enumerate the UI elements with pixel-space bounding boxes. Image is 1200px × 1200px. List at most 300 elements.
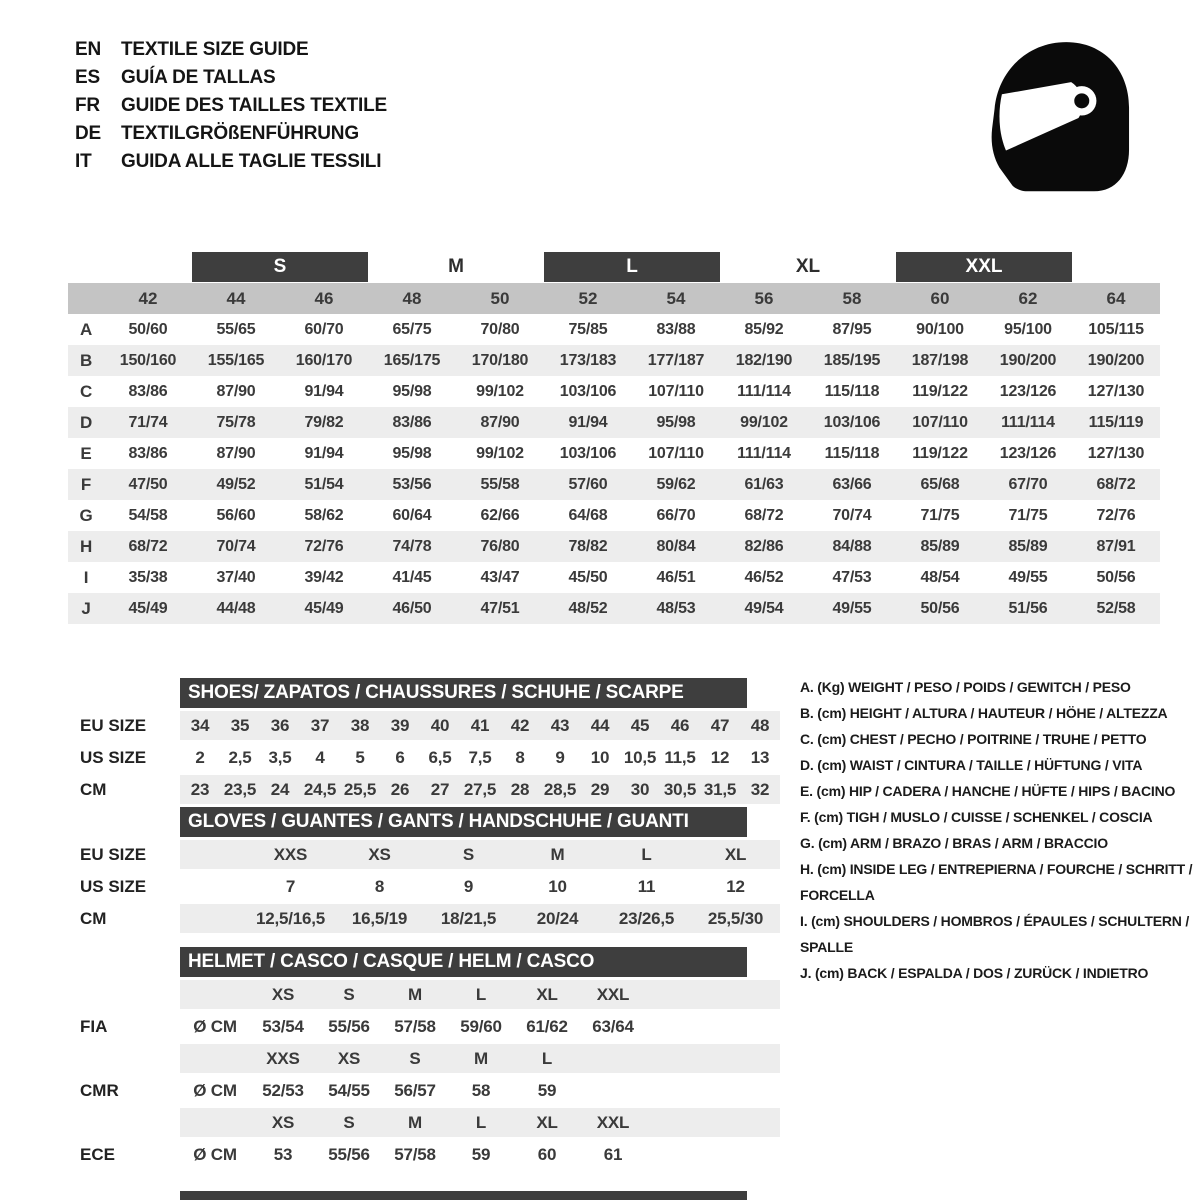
shoe-us-size: 5 xyxy=(355,747,365,767)
size-value: 75/78 xyxy=(216,413,256,431)
size-label-s: S xyxy=(192,252,368,282)
size-value: 47/53 xyxy=(832,568,872,586)
size-value: 115/118 xyxy=(824,382,880,400)
legend-item: H. (cm) INSIDE LEG / ENTREPIERNA / FOURCHE / SCHRITT / FORCELLA xyxy=(800,861,1193,903)
helmet-cmr-sizes-row xyxy=(68,1044,782,1073)
textile-size-table xyxy=(68,252,1160,624)
fia-size: XS xyxy=(271,984,295,1004)
gloves-us-row xyxy=(68,872,782,901)
legend-item: A. (Kg) WEIGHT / PESO / POIDS / GEWITCH / PESO xyxy=(800,679,1131,695)
diameter-label: Ø CM xyxy=(193,1144,237,1164)
measurement-row-H xyxy=(68,531,1160,562)
shoe-us-size: 2 xyxy=(195,747,205,767)
shoe-cm-value: 27 xyxy=(430,779,450,799)
shoes-us-sizes xyxy=(180,743,780,772)
size-value: 107/110 xyxy=(912,413,968,431)
glove-cm-value: 18/21,5 xyxy=(440,908,497,928)
size-value: 170/180 xyxy=(471,351,529,369)
shoe-us-size: 9 xyxy=(555,747,565,767)
size-value: 62/66 xyxy=(480,506,520,524)
diameter-label: Ø CM xyxy=(193,1080,237,1100)
size-value: 51/54 xyxy=(304,475,344,493)
language-row xyxy=(75,120,387,148)
glove-us-size: 8 xyxy=(374,876,385,896)
size-value: 103/106 xyxy=(559,382,617,400)
language-code: EN xyxy=(75,39,101,60)
row-letter: E xyxy=(80,443,92,463)
gloves-table xyxy=(68,807,782,933)
row-letter: G xyxy=(79,505,93,525)
size-value: 155/165 xyxy=(207,351,265,369)
gloves-eu-row xyxy=(68,840,782,869)
shoe-us-size: 8 xyxy=(515,747,525,767)
size-label-m: M xyxy=(448,256,464,277)
size-value: 187/198 xyxy=(911,351,969,369)
shoe-eu-size: 38 xyxy=(350,715,370,735)
shoe-cm-value: 25,5 xyxy=(343,779,377,799)
measurement-row-D xyxy=(68,407,1160,438)
gloves-us-sizes xyxy=(180,872,780,901)
size-value: 46/51 xyxy=(656,568,696,586)
spacer xyxy=(68,807,180,837)
language-row xyxy=(75,148,387,176)
cmr-value: 54/55 xyxy=(328,1080,370,1100)
shoe-eu-size: 45 xyxy=(630,715,650,735)
shoe-us-size: 11,5 xyxy=(664,747,696,767)
language-row xyxy=(75,64,387,92)
spacer xyxy=(68,947,180,977)
numeric-size: 52 xyxy=(578,288,598,308)
helmet-fia-values-row xyxy=(68,1012,782,1041)
shoe-eu-size: 41 xyxy=(470,715,490,735)
ece-sizes xyxy=(180,1108,780,1137)
size-value: 35/38 xyxy=(128,568,168,586)
legend-item: D. (cm) WAIST / CINTURA / TAILLE / HÜFTUNG / VITA xyxy=(800,757,1143,773)
numeric-size: 62 xyxy=(1018,288,1038,308)
measurement-row-A xyxy=(68,314,1160,345)
shoe-cm-value: 31,5 xyxy=(703,779,737,799)
size-value: 91/94 xyxy=(304,382,344,400)
size-value: 75/85 xyxy=(568,320,608,338)
fia-values xyxy=(180,1012,780,1041)
spacer-cell xyxy=(68,283,104,314)
glove-us-size: 11 xyxy=(637,876,656,896)
size-value: 103/106 xyxy=(823,413,881,431)
fia-value: 63/64 xyxy=(592,1016,634,1036)
fia-value: 57/58 xyxy=(394,1016,436,1036)
size-value: 68/72 xyxy=(744,506,784,524)
glove-eu-size: XL xyxy=(724,844,747,864)
size-value: 91/94 xyxy=(304,444,344,462)
size-value: 84/88 xyxy=(832,537,872,555)
size-value: 57/60 xyxy=(568,475,608,493)
ece-size: M xyxy=(408,1112,422,1132)
glove-us-size: 7 xyxy=(285,876,296,896)
spacer-cell xyxy=(180,1108,250,1137)
size-value: 83/86 xyxy=(128,444,168,462)
size-value: 119/122 xyxy=(912,382,968,400)
ece-value: 55/56 xyxy=(328,1144,370,1164)
helmet-fia-sizes-row xyxy=(68,980,782,1009)
gloves-cm-values xyxy=(180,904,780,933)
size-value: 49/52 xyxy=(216,475,256,493)
size-value: 82/86 xyxy=(744,537,784,555)
shoe-eu-size: 47 xyxy=(710,715,730,735)
size-label-l: L xyxy=(544,252,720,282)
cmr-size: S xyxy=(409,1048,421,1068)
size-value: 85/89 xyxy=(1008,537,1048,555)
fia-label: FIA xyxy=(80,1016,108,1036)
size-value: 95/98 xyxy=(392,444,432,462)
size-value: 39/42 xyxy=(304,568,344,586)
shoe-eu-size: 37 xyxy=(310,715,330,735)
ece-value: 53 xyxy=(273,1144,293,1164)
size-value: 72/76 xyxy=(304,537,344,555)
glove-cm-value: 25,5/30 xyxy=(707,908,764,928)
shoe-cm-value: 24 xyxy=(270,779,290,799)
size-label-band xyxy=(68,252,1160,282)
size-value: 60/70 xyxy=(304,320,344,338)
ece-value: 61 xyxy=(603,1144,623,1164)
size-value: 50/60 xyxy=(128,320,168,338)
size-value: 173/183 xyxy=(559,351,617,369)
ece-value: 60 xyxy=(537,1144,557,1164)
gloves-title-bar: GLOVES / GUANTES / GANTS / HANDSCHUHE / GUANTI xyxy=(180,807,747,837)
measurement-legend xyxy=(800,674,1198,986)
size-value: 91/94 xyxy=(568,413,608,431)
accessory-tables xyxy=(68,678,782,1172)
size-value: 111/114 xyxy=(1001,413,1055,431)
size-value: 123/126 xyxy=(999,382,1057,400)
ece-value: 57/58 xyxy=(394,1144,436,1164)
numeric-size-row xyxy=(68,283,1160,314)
glove-us-size: 10 xyxy=(548,876,567,896)
shoe-cm-value: 29 xyxy=(590,779,610,799)
spacer-cell xyxy=(180,1044,250,1073)
size-value: 50/56 xyxy=(1096,568,1136,586)
guide-title: TEXTILGRÖßENFÜHRUNG xyxy=(121,123,359,144)
language-code: FR xyxy=(75,95,100,116)
ece-size: S xyxy=(343,1112,355,1132)
eu-size-label: EU SIZE xyxy=(80,844,147,864)
cmr-size: XS xyxy=(337,1048,361,1068)
size-value: 99/102 xyxy=(740,413,788,431)
helmet-header-row xyxy=(68,947,782,977)
shoe-eu-size: 34 xyxy=(190,715,210,735)
measurement-row-C xyxy=(68,376,1160,407)
size-value: 160/170 xyxy=(295,351,353,369)
glove-eu-size: L xyxy=(641,844,652,864)
language-code: DE xyxy=(75,123,101,144)
size-value: 119/122 xyxy=(912,444,968,462)
shoe-cm-value: 30,5 xyxy=(663,779,697,799)
language-code: IT xyxy=(75,151,92,172)
fia-size: M xyxy=(408,984,422,1004)
row-letter: H xyxy=(79,536,93,556)
shoe-us-size: 6,5 xyxy=(428,747,452,767)
spacer xyxy=(68,1044,180,1073)
size-value: 66/70 xyxy=(656,506,696,524)
shoe-cm-value: 32 xyxy=(750,779,770,799)
cmr-size: L xyxy=(541,1048,553,1068)
size-value: 49/55 xyxy=(1008,568,1048,586)
helmet-cmr-values-row xyxy=(68,1076,782,1105)
shoe-us-size: 3,5 xyxy=(268,747,292,767)
diameter-label: Ø CM xyxy=(193,1016,237,1036)
measurement-row-F xyxy=(68,469,1160,500)
shoe-eu-size: 35 xyxy=(230,715,250,735)
ece-label: ECE xyxy=(80,1144,115,1164)
helmet-title-bar: HELMET / CASCO / CASQUE / HELM / CASCO xyxy=(180,947,747,977)
size-value: 71/75 xyxy=(1008,506,1048,524)
ece-size: XL xyxy=(536,1112,558,1132)
size-value: 61/63 xyxy=(744,475,784,493)
shoe-cm-value: 30 xyxy=(630,779,650,799)
size-value: 48/52 xyxy=(568,599,608,617)
gloves-header-row xyxy=(68,807,782,837)
glove-us-size: 9 xyxy=(463,876,474,896)
fia-sizes xyxy=(180,980,780,1009)
size-value: 182/190 xyxy=(735,351,793,369)
shoe-eu-size: 39 xyxy=(390,715,410,735)
measurement-row-J xyxy=(68,593,1160,624)
size-value: 177/187 xyxy=(647,351,705,369)
size-value: 115/119 xyxy=(1088,413,1144,431)
size-value: 83/86 xyxy=(128,382,168,400)
shoe-eu-size: 44 xyxy=(590,715,610,735)
row-letter: C xyxy=(79,381,93,401)
cmr-value: 52/53 xyxy=(262,1080,304,1100)
size-value: 71/75 xyxy=(920,506,960,524)
numeric-size: 48 xyxy=(402,288,422,308)
size-value: 105/115 xyxy=(1088,320,1144,338)
shoes-table xyxy=(68,678,782,804)
size-value: 70/74 xyxy=(216,537,256,555)
size-value: 63/66 xyxy=(832,475,872,493)
numeric-size: 56 xyxy=(754,288,774,308)
shoes-eu-row xyxy=(68,711,782,740)
size-value: 58/62 xyxy=(304,506,344,524)
shoe-eu-size: 43 xyxy=(550,715,570,735)
size-value: 165/175 xyxy=(383,351,441,369)
shoes-us-row xyxy=(68,743,782,772)
shoe-eu-size: 46 xyxy=(670,715,690,735)
size-value: 80/84 xyxy=(656,537,696,555)
guide-title: TEXTILE SIZE GUIDE xyxy=(121,39,309,60)
measurement-row-I xyxy=(68,562,1160,593)
language-title-list xyxy=(75,36,387,176)
size-value: 72/76 xyxy=(1096,506,1136,524)
size-value: 68/72 xyxy=(128,537,168,555)
cm-label: CM xyxy=(80,779,107,799)
size-value: 103/106 xyxy=(559,444,617,462)
size-value: 68/72 xyxy=(1096,475,1136,493)
shoe-eu-size: 40 xyxy=(430,715,450,735)
glove-us-size: 12 xyxy=(726,876,745,896)
legend-item: G. (cm) ARM / BRAZO / BRAS / ARM / BRACCIO xyxy=(800,835,1108,851)
shoe-us-size: 10 xyxy=(590,747,610,767)
size-value: 46/50 xyxy=(392,599,432,617)
size-value: 55/58 xyxy=(480,475,520,493)
shoe-us-size: 2,5 xyxy=(228,747,252,767)
shoe-eu-size: 48 xyxy=(750,715,770,735)
size-value: 44/48 xyxy=(216,599,256,617)
size-value: 67/70 xyxy=(1008,475,1048,493)
legend-item: I. (cm) SHOULDERS / HOMBROS / ÉPAULES / SCHULTERN / SPALLE xyxy=(800,913,1190,955)
shoe-us-size: 7,5 xyxy=(468,747,492,767)
glove-cm-value: 23/26,5 xyxy=(618,908,675,928)
size-value: 190/200 xyxy=(1087,351,1145,369)
shoes-cm-values xyxy=(180,775,780,804)
size-value: 76/80 xyxy=(480,537,520,555)
cmr-value: 59 xyxy=(537,1080,557,1100)
numeric-size: 54 xyxy=(666,288,686,308)
language-code: ES xyxy=(75,67,100,88)
size-value: 107/110 xyxy=(648,382,704,400)
size-value: 111/114 xyxy=(737,382,791,400)
fia-value: 59/60 xyxy=(460,1016,502,1036)
numeric-size: 58 xyxy=(842,288,862,308)
size-value: 150/160 xyxy=(119,351,177,369)
gloves-cm-row xyxy=(68,904,782,933)
size-value: 64/68 xyxy=(568,506,608,524)
size-value: 45/49 xyxy=(304,599,344,617)
spacer xyxy=(68,1108,180,1137)
guide-title: GUIDE DES TAILLES TEXTILE xyxy=(121,95,387,116)
size-value: 45/50 xyxy=(568,568,608,586)
size-value: 50/56 xyxy=(920,599,960,617)
ece-size: XS xyxy=(271,1112,295,1132)
glove-cm-value: 12,5/16,5 xyxy=(255,908,326,928)
fia-size: XL xyxy=(536,984,558,1004)
shoe-cm-value: 26 xyxy=(390,779,410,799)
legend-item: E. (cm) HIP / CADERA / HANCHE / HÜFTE / HIPS / BACINO xyxy=(800,783,1176,799)
guide-title: GUIDA ALLE TAGLIE TESSILI xyxy=(121,151,382,172)
row-letter: A xyxy=(79,319,93,339)
fia-size: L xyxy=(475,984,487,1004)
size-value: 85/92 xyxy=(744,320,784,338)
size-value: 185/195 xyxy=(823,351,881,369)
row-letter: I xyxy=(83,567,89,587)
shoe-us-size: 13 xyxy=(750,747,770,767)
size-value: 52/58 xyxy=(1096,599,1136,617)
shoe-cm-value: 24,5 xyxy=(303,779,337,799)
size-value: 107/110 xyxy=(648,444,704,462)
row-letter: D xyxy=(79,412,93,432)
size-value: 70/74 xyxy=(832,506,872,524)
shoes-eu-sizes xyxy=(180,711,780,740)
size-value: 46/52 xyxy=(744,568,784,586)
spacer xyxy=(68,678,180,708)
size-value: 87/91 xyxy=(1096,537,1136,555)
size-value: 95/100 xyxy=(1004,320,1052,338)
size-value: 85/89 xyxy=(920,537,960,555)
measurement-rows xyxy=(68,314,1160,624)
size-value: 78/82 xyxy=(568,537,608,555)
helmet-ece-sizes-row xyxy=(68,1108,782,1137)
glove-eu-size: XS xyxy=(368,844,391,864)
us-size-label: US SIZE xyxy=(80,747,147,767)
size-value: 95/98 xyxy=(656,413,696,431)
shoe-cm-value: 27,5 xyxy=(463,779,497,799)
fia-size: XXL xyxy=(596,984,630,1004)
shoe-eu-size: 42 xyxy=(510,715,530,735)
row-letter: F xyxy=(80,474,92,494)
cmr-label: CMR xyxy=(80,1080,119,1100)
size-value: 47/50 xyxy=(128,475,168,493)
size-value: 49/54 xyxy=(744,599,784,617)
shoe-cm-value: 23 xyxy=(190,779,210,799)
cmr-sizes xyxy=(180,1044,780,1073)
size-value: 37/40 xyxy=(216,568,256,586)
size-value: 47/51 xyxy=(480,599,520,617)
numeric-size: 44 xyxy=(226,288,246,308)
shoe-us-size: 4 xyxy=(315,747,325,767)
shoes-title-bar: SHOES/ ZAPATOS / CHAUSSURES / SCHUHE / SCARPE xyxy=(180,678,747,708)
size-value: 59/62 xyxy=(656,475,696,493)
language-row xyxy=(75,92,387,120)
fia-value: 53/54 xyxy=(262,1016,304,1036)
size-value: 65/68 xyxy=(920,475,960,493)
ece-value: 59 xyxy=(471,1144,491,1164)
glove-cm-value: 20/24 xyxy=(536,908,579,928)
spacer-cell xyxy=(180,980,250,1009)
size-value: 115/118 xyxy=(824,444,880,462)
glove-eu-size: M xyxy=(550,844,565,864)
size-value: 55/65 xyxy=(216,320,256,338)
racing-helmet-icon xyxy=(975,34,1138,197)
size-value: 65/75 xyxy=(392,320,432,338)
us-size-label: US SIZE xyxy=(80,876,147,896)
fia-value: 55/56 xyxy=(328,1016,370,1036)
shoe-cm-value: 28 xyxy=(510,779,530,799)
size-value: 49/55 xyxy=(832,599,872,617)
numeric-size: 46 xyxy=(314,288,334,308)
glove-eu-size: XXS xyxy=(273,844,308,864)
size-value: 53/56 xyxy=(392,475,432,493)
helmet-table xyxy=(68,947,782,1169)
numeric-size: 60 xyxy=(930,288,950,308)
row-letter: B xyxy=(79,350,93,370)
size-value: 123/126 xyxy=(999,444,1057,462)
glove-cm-value: 16,5/19 xyxy=(351,908,408,928)
size-value: 99/102 xyxy=(476,444,524,462)
cmr-value: 58 xyxy=(471,1080,491,1100)
size-value: 83/88 xyxy=(656,320,696,338)
fia-size: S xyxy=(343,984,355,1004)
eu-size-label: EU SIZE xyxy=(80,715,147,735)
numeric-size: 50 xyxy=(490,288,510,308)
size-value: 51/56 xyxy=(1008,599,1048,617)
size-value: 111/114 xyxy=(737,444,791,462)
size-value: 48/53 xyxy=(656,599,696,617)
glove-eu-size: S xyxy=(462,844,475,864)
size-value: 87/90 xyxy=(216,382,256,400)
shoes-cm-row xyxy=(68,775,782,804)
cmr-size: XXS xyxy=(266,1048,300,1068)
size-value: 83/86 xyxy=(392,413,432,431)
size-value: 127/130 xyxy=(1087,382,1145,400)
numeric-size: 42 xyxy=(138,288,158,308)
size-value: 99/102 xyxy=(476,382,524,400)
legend-item: J. (cm) BACK / ESPALDA / DOS / ZURÜCK / INDIETRO xyxy=(800,965,1149,981)
cm-label: CM xyxy=(80,908,107,928)
ece-size: L xyxy=(475,1112,487,1132)
ece-values xyxy=(180,1140,780,1169)
size-value: 60/64 xyxy=(392,506,432,524)
guide-title: GUÍA DE TALLAS xyxy=(121,67,276,88)
size-value: 79/82 xyxy=(304,413,344,431)
